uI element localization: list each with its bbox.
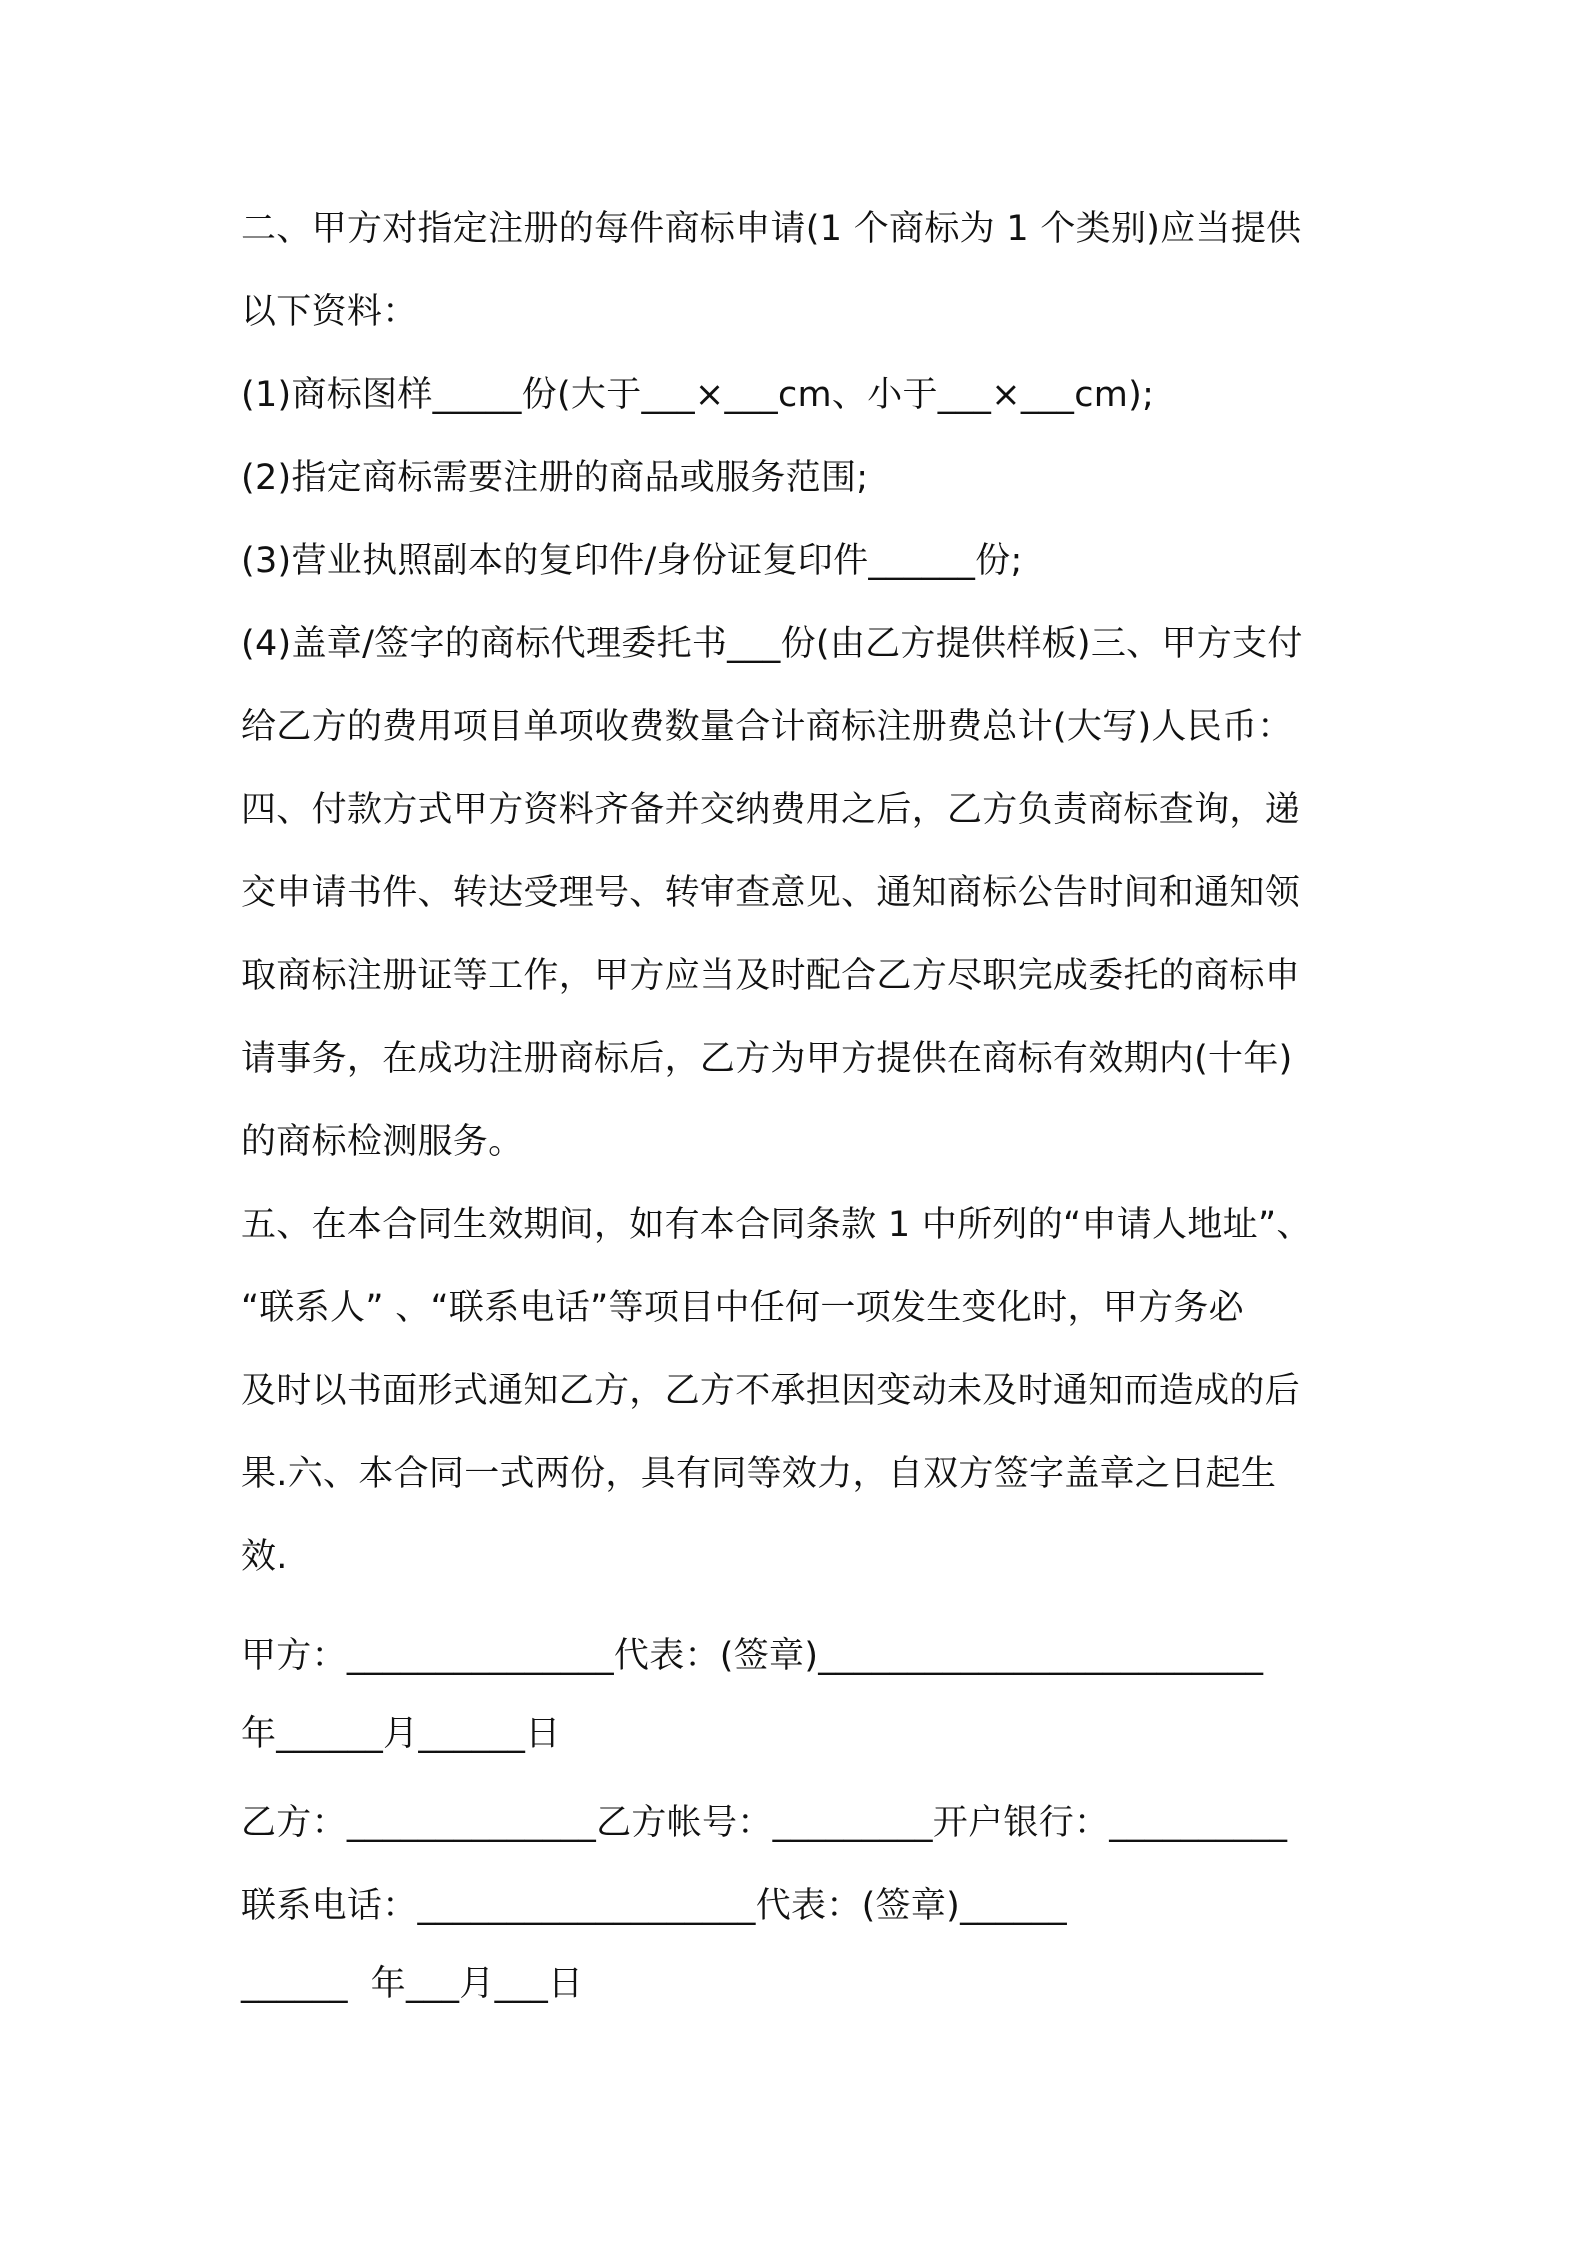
item-4-power-of-attorney: (4)盖章/签字的商标代理委托书___份(由乙方提供样板)三、甲方支付: [241, 624, 1303, 664]
clause-5-line-2: “联系人” 、“联系电话”等项目中任何一项发生变化时，甲方务必: [241, 1288, 1244, 1328]
item-2-goods-scope: (2)指定商标需要注册的商品或服务范围;: [241, 458, 869, 498]
clause-5-line-3: 及时以书面形式通知乙方，乙方不承担因变动未及时通知而造成的后: [241, 1371, 1301, 1411]
clause-4-line-2: 交申请书件、转达受理号、转审查意见、通知商标公告时间和通知领: [241, 873, 1301, 913]
clause-6-line-1: 果.六、本合同一式两份，具有同等效力，自双方签字盖章之日起生: [241, 1454, 1277, 1494]
party-a-date-line: 年______月______日: [241, 1714, 561, 1754]
party-a-signature-line: 甲方：_______________代表：(签章)_________________________: [241, 1636, 1264, 1676]
clause-5-line-1: 五、在本合同生效期间，如有本合同条款 1 中所列的“申请人地址”、: [241, 1205, 1312, 1245]
clause-4-line-3: 取商标注册证等工作，甲方应当及时配合乙方尽职完成委托的商标申: [241, 956, 1301, 996]
item-1-trademark-sample: (1)商标图样_____份(大于___×___cm、小于___×___cm);: [241, 375, 1155, 415]
clause-4-line-1: 四、付款方式甲方资料齐备并交纳费用之后，乙方负责商标查询，递: [241, 790, 1301, 830]
clause-6-line-2: 效.: [241, 1537, 288, 1577]
clause-4-line-4: 请事务，在成功注册商标后，乙方为甲方提供在商标有效期内(十年): [241, 1039, 1293, 1079]
clause-2-line-2: 以下资料：: [241, 292, 418, 332]
item-3-license-copy: (3)营业执照副本的复印件/身份证复印件______份;: [241, 541, 1023, 581]
clause-4-line-5: 的商标检测服务。: [241, 1122, 524, 1162]
party-b-account-line: 乙方：______________乙方帐号：_________开户银行：__________: [241, 1803, 1288, 1843]
clause-2-line-1: 二、甲方对指定注册的每件商标申请(1 个商标为 1 个类别)应当提供: [241, 209, 1302, 249]
party-b-contact-line: 联系电话：___________________代表：(签章)______: [241, 1886, 1067, 1926]
clause-3-fees: 给乙方的费用项目单项收费数量合计商标注册费总计(大写)人民币：: [241, 707, 1293, 747]
party-b-date-line: ______ 年___月___日: [241, 1964, 584, 2004]
